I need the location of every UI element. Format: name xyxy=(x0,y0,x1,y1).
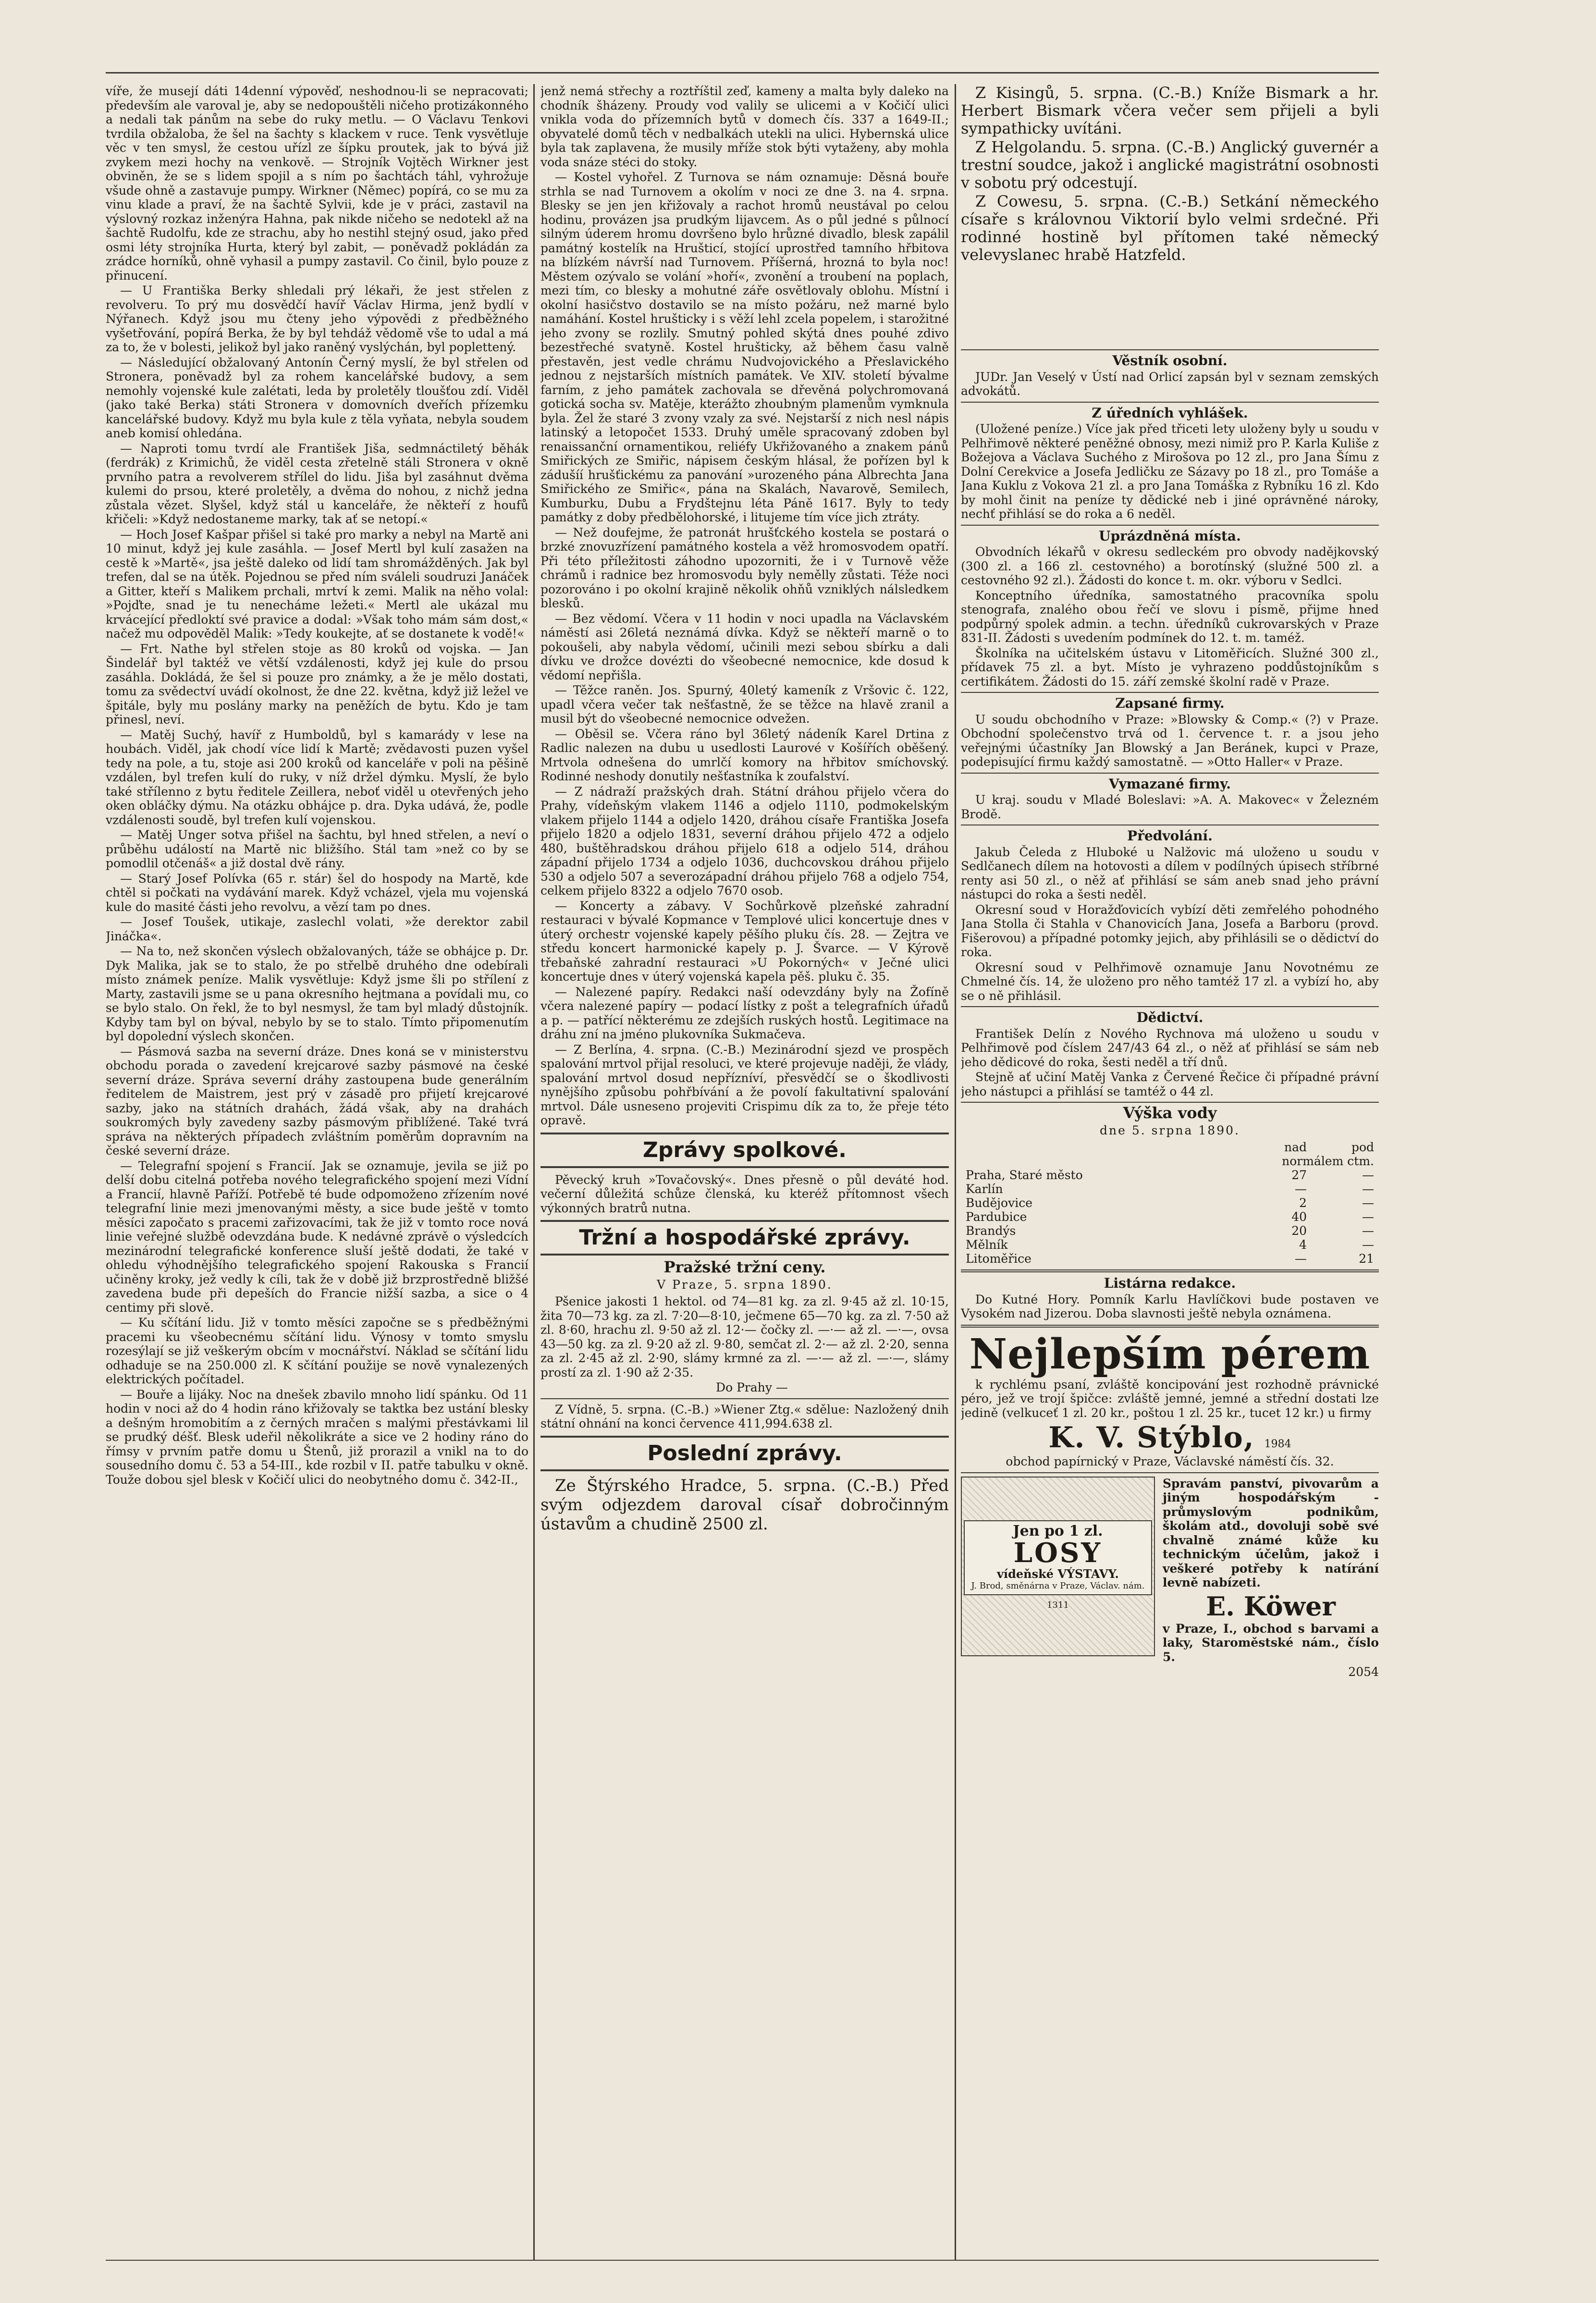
article-paragraph: Do Prahy — xyxy=(716,1380,788,1394)
article-paragraph: — Josef Toušek, utikaje, zaslechl volati, »že derektor zabil Jináčka«. xyxy=(106,915,528,943)
ad-text: k rychlému psaní, zvláště koncipování jest rozhodně právnické péro, jež ve trojí špičce: zvláště jemné, jemné a střední dostati lze jedině (velkuceť 1 zl. 20 kr., poštou 1 zl. 25 kr., tucet 12 kr.) u firmy xyxy=(961,1377,1379,1420)
article-paragraph: — U Františka Berky shledali prý lékaři, že jest střelen z revolveru. To prý mu dosvědčí havíř Václav Hirma, jenž bydlí v Nýřanech. Když jsou mu čteny jeho výpovědi z předběžného vyšetřování, popírá Berka, že by byl tehdáž vědomě vše to udal a má za to, že v bolesti, jelikož byl jako raněný vyslýchán, byl poplettený. xyxy=(106,283,528,354)
article-paragraph: U soudu obchodního v Praze: »Blowsky & Comp.« (?) v Praze. Obchodní společenstvo trvá od 1. července t. r. a jsou jeho veřejnými účastníky Jan Blowský a Jan Beránek, kupci v Praze, podepisující firmu každý samostatně. — »Otto Haller« v Praze. xyxy=(961,712,1379,769)
lottery-number: 1311 xyxy=(1047,1600,1069,1610)
ad-text: Spravám panství, pivovarům a jiným hospodářským - průmyslovým podnikům, školám atd., dovoluji sobě své chvalně známé kůže ku technickým účelům, jakož i veškeré potřeby k natírání levně nabízeti. xyxy=(1163,1476,1379,1589)
column-header: pod xyxy=(1351,1140,1374,1154)
ad-firm: E. Köwer xyxy=(1206,1590,1336,1622)
article-paragraph: — Ku sčítání lidu. Již v tomto měsíci započne se s předběžnými pracemi ku všeobecnému sčítání lidu. Výnosy v tomto smyslu rozesýlají se již veškerým obcím v mocnářství. Náklad se sčítání lidu odhaduje se na 250.000 zl. K sčítání použije se nově vynalezených elektrických počítadel. xyxy=(106,1316,528,1386)
place-name: Brandýs xyxy=(966,1224,1016,1238)
divider xyxy=(961,1102,1379,1103)
level-above: — xyxy=(1295,1252,1307,1266)
article-paragraph: Obvodních lékařů v okresu sedleckém pro obvody nadějkovský (300 zl. a 166 zl. cestovného) a borotínský (služné 500 zl. a cestovného 92 zl.). Žádosti do konce t. m. okr. výboru v Sedlci. xyxy=(961,545,1379,587)
divider xyxy=(961,1006,1379,1007)
column-subheader: normálem ctm. xyxy=(1282,1154,1374,1168)
lottery-box xyxy=(964,1520,1153,1595)
advertisement-lottery-and-kower xyxy=(961,1477,1379,1679)
article-paragraph: U kraj. soudu v Mladé Boleslavi: »A. A. Makovec« v Železném Brodě. xyxy=(961,793,1379,821)
article-paragraph: — Na to, než skončen výslech obžalovaných, táže se obhájce p. Dr. Dyk Malika, jak se to stalo, že po střelbě druhého dne odebírali místo známek peníze. Malik vysvětluje: Když jsme šli po střílení z Marty, zastavili jsme se u pana okresního hejtmana a povídali mu, co se bylo stalo. On řekl, že to byl nesmysl, že tam byl mladý důstojník. Kdyby tam byl on býval, nebylo by se to stalo. Tímto připomenutím byl dopolední výslech skončen. xyxy=(106,944,528,1043)
table-row xyxy=(961,1224,1379,1238)
article-paragraph: — Koncerty a zábavy. V Sochůrkově plzeňské zahradní restauraci v bývalé Kopmance v Templové ulici koncertuje dnes v úterý orchestr vojenské kapely pěšího pluku čís. 28. — Zejtra ve středu koncert harmonické kapely p. J. Švarce. — V Kýrově třebaňské zahradní restauraci »U Pokorných« v Ječné ulici koncertuje dnes v úterý vojenská kapela pěš. pluku č. 35. xyxy=(540,899,949,984)
heading-dedictvi: Dědictví. xyxy=(1136,1010,1203,1025)
column-divider xyxy=(955,84,956,2260)
ad-firm-line xyxy=(961,1421,1379,1454)
article-paragraph: Stejně ať učiní Matěj Vanka z Červené Řečice či případné právní jeho nástupci a přihlásí se tamtéž o 44 zl. xyxy=(961,1070,1379,1098)
table-row xyxy=(961,1210,1379,1224)
column-header: nad xyxy=(1284,1140,1307,1154)
article-paragraph: — Těžce raněn. Jos. Spurný, 40letý kameník z Vršovic č. 122, upadl včera večer tak nešťastně, že se těžce na hlavě zranil a musil být do všeobecné nemocnice odvežen. xyxy=(540,683,949,726)
article-paragraph: Z Vídně, 5. srpna. (C.-B.) »Wiener Ztg.« sdělue: Nazložený dnih státní ohnání na konci července 411,994.638 zl. xyxy=(540,1402,949,1430)
article-paragraph: jenž nemá střechy a roztříštil zeď, kameny a malta byly daleko na chodník šházeny. Proudy vod valily se ulicemi a v Kočičí ulici vnikla voda do přízemních bytů v domech čís. 337 a 1649-II.; obyvatelé domů těch v nedbalkách utekli na ulici. Hybernská ulice byla tak zaplavena, že musily mříže stok býti vytaženy, aby mohla voda snáze stéci do stoky. xyxy=(540,84,949,169)
article-paragraph: — Bouře a lijáky. Noc na dnešek zbavilo mnoho lidí spánku. Od 11 hodin v noci až do 4 hodin ráno křižovaly se taktka bez ustání blesky a dešným hromobitím a z černých mračen s malými přestávkami lil se prudký déšť. Blesk udeřil několikráte a sice ve 2 hodiny ráno do římsy v prvním patře domu u Štenů, již prorazil a vnikl na to do sousedního domu č. 53 a 54-III., kde rozbil v II. patře tabulku v okně. Touže dobou sjel blesk v Kočičí ulici do neobytného domu č. 342-II., xyxy=(106,1387,528,1487)
divider xyxy=(961,773,1379,774)
place-name: Litoměřice xyxy=(966,1252,1031,1266)
divider xyxy=(961,692,1379,693)
article-paragraph: — Naproti tomu tvrdí ale František Jiša, sedmnáctiletý běhák (ferdrák) z Krimichů, že viděl cesta zřetelně stáli Stronera v okně prvního patra a revolverem střílel do lidu. Jiša byl zasáhnut dvěma kulemi do prsou, které proletěly, a dvěma do nohou, z nichž jedna zůstala vězet. Slyšel, když stál u kanceláře, že někteří z houfů křičeli: »Když nedostaneme marky, tak ať se netopí.« xyxy=(106,441,528,526)
heading-mista: Uprázdněná místa. xyxy=(1099,528,1241,544)
dateline: V Praze, 5. srpna 1890. xyxy=(657,1277,833,1292)
article-paragraph: — Matěj Suchý, havíř z Humboldů, byl s kamarády v lese na houbách. Viděl, jak chodí více lidí k Martě; zvědavosti puzen vyšel tedy na pole, a tu, stoje asi 200 kroků od kanceláře v poli na pěšině vzdálen, byl trefen kulí do ruky, v níž držel dýmku. Myslí, že bylo také střílenno z bytu ředitele Zeillera, neboť viděl u otevřených jeho oken obláčky dýmu. Na otázku obhájce p. dra. Dyka udává, že, podle vzdálenosti soudě, byl trefen kulí vojenskou. xyxy=(106,727,528,827)
ad-firm: K. V. Stýblo, xyxy=(1048,1421,1255,1454)
water-level-table xyxy=(961,1140,1379,1266)
divider xyxy=(961,1472,1379,1473)
level-below: — xyxy=(1362,1182,1374,1196)
divider xyxy=(961,1325,1379,1328)
article-paragraph: — Pásmová sazba na severní dráze. Dnes koná se v ministerstvu obchodu porada o zavedení krejcarové sazby pásmové na české severní dráze. Správa severní dráhy zastoupena bude generálním ředitelem de Maistrem, jest prý v zásadě pro přijetí krejcarové sazby, jako na státních drahách, žádá však, aby na drahách soukromých byly zavedeny sazby pásmovým přiblížené. Také tvrá správa na některých případech zvláštním poměrům dopravním na české severní dráze. xyxy=(106,1044,528,1158)
place-name: Mělník xyxy=(966,1238,1008,1252)
article-paragraph: — Z Berlína, 4. srpna. (C.-B.) Mezinárodní sjezd ve prospěch spalování mrtvol přijal resoluci, ve které projevuje naději, že vlády, spalování mrtvol dosud nepřízníví, přesvědčí se o škodlivosti nynějšího způsobu pohřbívání a že povolí fakultativní spalování mrtvol. Dále usneseno projeviti Crispimu dík za to, že přeje této opravě. xyxy=(540,1042,949,1127)
section-heading-posledni: Poslední zprávy. xyxy=(540,1436,949,1471)
divider xyxy=(540,1398,949,1399)
place-name: Pardubice xyxy=(966,1210,1027,1224)
heading-vymazane: Vymazané firmy. xyxy=(1108,776,1231,792)
heading-predvolani: Předvolání. xyxy=(1127,828,1213,844)
article-paragraph: Okresní soud v Pelhřimově oznamuje Janu Novotnému ze Chmelné čís. 14, že uloženo pro něho tamtéž 17 zl. a vybízí ho, aby se o ně přihlásil. xyxy=(961,960,1379,1003)
top-rule xyxy=(106,72,1379,74)
column-3-lower xyxy=(961,346,1379,2260)
level-above: 40 xyxy=(1291,1210,1307,1224)
lottery-seller: J. Brod, směnárna v Praze, Václav. nám. xyxy=(971,1580,1145,1591)
table-row xyxy=(961,1238,1379,1252)
divider xyxy=(961,402,1379,403)
level-below: — xyxy=(1362,1196,1374,1210)
column-divider xyxy=(533,84,535,2260)
subheading-ceny: Pražské tržní ceny. xyxy=(663,1258,826,1276)
level-above: — xyxy=(1295,1182,1307,1196)
article-paragraph: — Oběsil se. Včera ráno byl 36letý nádeník Karel Drtina z Radlic nalezen na dubu u usedlosti Laurové v Košířích oběšený. Mrtvola odnešena do umrlčí komory na hřbitov smíchovský. Rodinné neshody donutily nešťastníka k zoufalství. xyxy=(540,727,949,783)
level-below: — xyxy=(1362,1210,1374,1224)
place-name: Praha, Staré město xyxy=(966,1168,1083,1182)
article-paragraph: — Frt. Nathe byl střelen stoje as 80 kroků od vojska. — Jan Šindelář byl taktéž ve větší vzdálenosti, když jej kule do prsou zasáhla. Dokládá, že šel si pouze pro známky, a že je mělo dostati, tomu za svědectví uvádí okolnost, že dne 22. května, když již ležel ve špitále, byly mu poslány marky na peněžích de bytu. Kdo je tam přinesl, neví. xyxy=(106,641,528,727)
article-paragraph: — Starý Josef Polívka (65 r. stár) šel do hospody na Martě, kde chtěl si počkati na vydávání marek. Když vcházel, vjela mu vojenská kule do masité části jeho revolvu, a vězí tam po dnes. xyxy=(106,871,528,914)
table-row xyxy=(961,1182,1379,1196)
article-paragraph: Jakub Čeleda z Hluboké u Nalžovic má uloženo u soudu v Sedlčanech dílem na hotovosti a dílem v podílných úpisech stříbrné renty asi 50 zl., o něž ať přihlásí se sám aneb snad jeho právní nástupci do roka a šesti neděl. xyxy=(961,845,1379,901)
section-heading-spolkove: Zprávy spolkové. xyxy=(540,1133,949,1168)
heading-urad: Z úředních vyhlášek. xyxy=(1092,405,1248,421)
level-above: 2 xyxy=(1299,1196,1307,1210)
column-2 xyxy=(540,84,949,2260)
place-name: Karlín xyxy=(966,1182,1003,1196)
article-paragraph: Z Helgolandu. 5. srpna. (C.-B.) Anglický guvernér a trestní soudce, jakož i anglické magistrátní osobnosti v sobotu prý odcestují. xyxy=(961,138,1379,192)
article-paragraph: JUDr. Jan Veselý v Ústí nad Orlicí zapsán byl v seznam zemských advokátů. xyxy=(961,369,1379,398)
table-subheader-row xyxy=(961,1154,1379,1168)
article-paragraph: Pěvecký kruh »Tovačovský«. Dnes přesně o půl deváté hod. večerní důležitá schůze členská, ku kteréž přítomnost všech výkonných bratrů nutna. xyxy=(540,1172,949,1215)
article-paragraph: — Následující obžalovaný Antonín Černý myslí, že byl střelen od Stronera, poněvadž byl za rohem kancelářské budovy, a sem nemohly vojenské kule zalétati, leda by proletěly tloušťou zdí. Viděl (jako také Berka) státi Stronera v domovních dveřích přízemku kancelářské budovy. Když mu byla kule z těla vyňata, nebyla soudem aneb komisí ohledána. xyxy=(106,355,528,440)
article-paragraph: — Telegrafní spojení s Francií. Jak se oznamuje, jevila se již po delší dobu citelná potřeba nového telegrafického spojení mezi Vídní a Francií, hlavně Paříží. Potřebě té bude odpomoženo zřízením nové telegrafní linie mezi jmenovanými městy, a sice bude ještě v tomto měsíci započato s pracemi zařizovacími, tak že již v tomto roce nová linie veřejné službě odevzdána bude. K nedávné zprávě o výsledcích mezinárodní telegrafické konference sluší ještě dodati, že také v ohledu výhodnějšího telegrafického spojení Rakouska s Francií učiněny kroky, jež vedly k cíli, tak že v době již brzprostředně bližšé zavedena bude při depeších do Francie nižší sazba, a sice o 4 centimy při slově. xyxy=(106,1158,528,1315)
advertisement-styblo xyxy=(961,1331,1379,1469)
divider xyxy=(961,349,1379,350)
article-paragraph: — Z nádraží pražských drah. Státní dráhou přijelo včera do Prahy, vídeňským vlakem 1146 a odjelo 1110, podmokelským vlakem přijelo 1144 a odjelo 1420, dráhou císaře Františka Josefa přijelo 1820 a odjelo 1831, severní dráhou přijelo 472 a odjelo 480, buštěhradskou dráhou přijelo 618 a odjelo 514, dráhou západní přijelo 1734 a odjelo 1036, duchcovskou dráhou přijelo 530 a odjelo 507 a severozápadní dráhou přijelo 768 a odjelo 754, celkem přijelo 8322 a odjelo 7670 osob. xyxy=(540,784,949,898)
level-above: 4 xyxy=(1299,1238,1307,1252)
lottery-ad xyxy=(961,1477,1155,1656)
level-above: 27 xyxy=(1291,1168,1307,1182)
article-paragraph: Z Cowesu, 5. srpna. (C.-B.) Setkání německého císaře s královnou Viktorií bylo velmi srdečné. Při rodinné hostině byl přítomen také německý velevyslanec hrabě Hatzfeld. xyxy=(961,192,1379,264)
level-above: 20 xyxy=(1291,1224,1307,1238)
article-paragraph: — Bez vědomí. Včera v 11 hodin v noci upadla na Václavském náměstí asi 26letá neznámá dívka. Když se někteří marně o to pokoušeli, aby nabyla vědomí, učinili mezi sebou sbírku a dali dívku ve drožce dovézti do všeobecné nemocnice, kde dosud k vědomí nepřišla. xyxy=(540,611,949,682)
divider xyxy=(961,525,1379,526)
column-1 xyxy=(106,84,528,2260)
article-paragraph: František Delín z Nového Rychnova má uloženo u soudu v Pelhřimově pod číslem 247/43 64 zl., o něž ať přihlásí se sám neb jeho dědicové do roka, šesti neděl a tří dnů. xyxy=(961,1026,1379,1069)
article-paragraph: Školníka na učitelském ústavu v Litoměřicích. Služné 300 zl., přídavek 75 zl. a byt. Místo je vyhrazeno poddůstojníkům s certifikátem. Žádosti do 15. září zemské školní radě v Praze. xyxy=(961,646,1379,689)
place-name: Budějovice xyxy=(966,1196,1032,1210)
ad-number: 2054 xyxy=(1348,1665,1379,1679)
article-paragraph: Okresní soud v Horažďovicích vybízí děti zemřelého pohodného Jana Stolla či Stahla v Chanovicích Jana, Josefa a Barboru (provd. Fišerovou) a případné potomky jejich, aby přihlásili se o dědictví do roka. xyxy=(961,902,1379,959)
heading-zapsane: Zapsané firmy. xyxy=(1115,695,1225,711)
table-row xyxy=(961,1168,1379,1182)
lottery-title: LOSY xyxy=(1013,1537,1103,1569)
article-paragraph: — Než doufejme, že patronát hrušťckého kostela se postará o brzké znovuzřízení památného kostela a věž hromosvodem opatří. Při této příležitosti záhodno upozorniti, že i v Turnově věže chrámů i radnice bez hromosvodu byly nemělly zůstati. Téže noci pozorováno i po okolní krajině několik ohňů vzniklých nálsledkem blesků. xyxy=(540,525,949,610)
article-paragraph: — Kostel vyhořel. Z Turnova se nám oznamuje: Děsná bouře strhla se nad Turnovem a okolím v noci ze dne 3. na 4. srpna. Blesky se jen jen křižovaly a rachot hromů neustával po celou hodinu, provázen jsa prudkým lijavcem. As o půl jedné s půlnocí silným úderem hromu dovršeno bylo hrůzné divadlo, blesk zapálil památný kostelík na Hrušticí, stojící uprostřed tamního hřbitova na blízkém návrší nad Turnovem. Příšerná, hrozná to byla noc! Městem ozývalo se volání »hoří«, zvonění a troubení na poplach, mezi tím, co blesky a mohutné záře osvětlovaly oblohu. Místní i okolní hasičstvo dostavilo se na místo požáru, než marné bylo namáhání. Kostel hrušticky i s věží lehl zcela popelem, i starožitné jeho zvony se rozlily. Smutný pohled skýtá dnes pouhé zdivo bezestřeché svatyně. Kostel hrušticky, až během času valně přestavěn, jest vedle chrámu Nudvojovického a Přeslavického jednou z nejstarších místních památek. Ve XIV. století bývalme farním, z jeho památek zachovala se dřevěná polychromovaná gotická socha sv. Matěje, kterážto zhoubným plamenům vymknula byla. Žel že staré 3 zvony vzaly za své. Nejstarší z nich nesl nápis latinský a letopočet 1533. Druhý uměle spracovaný zdoben byl renaissanční ornamentikou, reliéfy Ukřižovaného a znakem pánů Smiřických ze Smiřic, nápisem českým hlásal, že pořízen byl k zádušíí hrušťickému za panování »urozeného pána Albrechta Jana Smiřického ze Smiřic«, pána na Skalách, Navarově, Semilech, Kumburku, Dubu a Frydštejnu léta Páně 1617. Byly to tedy památky z doby předbělohorské, i litujeme tím více jich ztráty. xyxy=(540,170,949,524)
article-paragraph: — Matěj Unger sotva přišel na šachtu, byl hned střelen, a neví o průběhu událostí na Martě nic bližšího. Stál tam »než co by se pomodlil otčenáš« a již dostal dvě rány. xyxy=(106,828,528,870)
heading-vestnik: Věstník osobní. xyxy=(1112,353,1228,369)
lottery-subtitle: vídeňské VÝSTAVY. xyxy=(997,1566,1119,1581)
article-paragraph: Pšenice jakosti 1 hektol. od 74—81 kg. za zl. 9·45 až zl. 10·15, žita 70—73 kg. za zl. 7·20—8·10, ječmene 65—70 kg. za zl. 7·50 až zl. 8·60, hrachu zl. 9·50 až zl. 12·— čočky zl. —·— až zl. —·—, ovsa 43—50 kg. za zl. 9·20 až zl. 9·80, semčat zl. 2·— až zl. 2·20, senna za zl. 2·45 až zl. 2·90, slámy krmné za zl. —·— až zl. —·—, slámy prostí za zl. 1·90 až 2·35. xyxy=(540,1294,949,1379)
level-below: — xyxy=(1362,1168,1374,1182)
article-paragraph: Do Kutné Hory. Pomník Karlu Havlíčkovi bude postaven ve Vysokém nad Jizerou. Doba slavnosti ještě nebyla oznámena. xyxy=(961,1292,1379,1320)
article-paragraph: Konceptního úředníka, samostatného pracovníka spolu stenografa, znalého obou řečí ve slovu i písmě, přijme hned podpůrný spolek admin. a techn. úředníků cukrovarských v Praze 831-II. Žádosti s uvedením podmínek do 12. t. m. taméž. xyxy=(961,588,1379,645)
level-below: — xyxy=(1362,1238,1374,1252)
ad-number: 1984 xyxy=(1264,1438,1291,1450)
ad-address: obchod papírnický v Praze, Václavské náměstí čís. 32. xyxy=(1006,1454,1334,1468)
section-heading-trzni: Tržní a hospodářské zprávy. xyxy=(540,1220,949,1256)
ad-title: Nejlepším pérem xyxy=(969,1330,1371,1379)
bottom-rule xyxy=(106,2260,1379,2261)
article-paragraph: víře, že musejí dáti 14denní výpověď, neshodnou-li se nepracovati; především ale varoval je, aby se nedopouštěli ničeho protizákonného a nedali tak pánům na sebe do ruky metlu. — O Václavu Tenkovi tvrdila obžaloba, že šel na šachty s klackem v ruce. Tenk vysvětluje věc v ten smysl, že cestou uřízl ze šípku proutek, jak to bývá již zvykem mezi hochy na venkově. — Strojník Vojtěch Wirkner jest obviněn, že se s lidem spojil a s ním po šachtách táhl, vyhrožuje všude ohně a zastavuje pumpy. Wirkner (Němec) popírá, co se mu za vinu klade a praví, že na šachtě Sylvii, kde je v práci, zastavil na výslovný rozkaz inženýra Hahna, pak nikde ničeho se nedotekl až na šachtě Rudolfu, kde ze strachu, aby ho nestihl stejný osud, jako před osmi léty strojníka Hurta, který byl zabit, — poněvadž pokládán za zrádce horníků, ohně vyhasil a pumpy zastavil. Co činil, bylo pouze z přinucení. xyxy=(106,84,528,283)
level-below: 21 xyxy=(1359,1252,1374,1266)
dateline: dne 5. srpna 1890. xyxy=(1100,1123,1240,1137)
level-below: — xyxy=(1362,1224,1374,1238)
ad-address: v Praze, I., obchod s barvami a laky, Staroměstské nám., číslo 5. xyxy=(1163,1621,1379,1664)
article-paragraph: — Hoch Josef Kašpar přišel si také pro marky a nebyl na Martě ani 10 minut, když jej kule zasáhla. — Josef Mertl byl kulí zasažen na cestě k »Martě«, jsa ještě daleko od lidí tam shromážděných. Jak byl trefen, dal se na útěk. Pojednou se před ním sváleli soudruzi Janáček a Gitter, kteří s Malikem prchali, mrtví k zemi. Malik na něho volal: »Pojďte, snad je tu nenecháme ležeti.« Mertl ale ukázal mu krvácející předloktí své pravice a dodal: »Však toho mám sám dost,« načež mu odpověděl Malik: »Tedy koukejte, ať se dostanete k vodě!« xyxy=(106,527,528,640)
table-row xyxy=(961,1196,1379,1210)
article-paragraph: Ze Štýrského Hradce, 5. srpna. (C.-B.) Před svým odjezdem daroval císař dobročinným ústavům a chudině 2500 zl. xyxy=(540,1476,949,1534)
article-paragraph: — Nalezené papíry. Redakci naší odevzdány byly na Žofíně včera nalezené papíry — podací lístky z pošt a telegrafních úřadů a p. — patřící některému ze zdejších ruských hostů. Legitimace na dráhu zní na jméno plukovníka Sukmačeva. xyxy=(540,985,949,1041)
heading-vyska-vody: Výška vody xyxy=(1123,1104,1217,1122)
article-paragraph: (Uložené peníze.) Více jak před třiceti lety uloženy byly u soudu v Pelhřimově některé peněžné obnosy, mezi nimiž pro P. Karla Kuliše z Božejova a Václava Suchého z Mirošova po 12 zl., pro Jana Šímu z Dolní Cerekvice a Josefa Jedličku ze Sázavy po 18 zl., pro Tomáše a Jana Kuklu z Vokova 21 zl. a pro Jana Tomáška z Rybníku 16 zl. Kdo by mohl činit na peníze ty dědické neb i jiné oprávněné nároky, nechť přihlásí se do roka a 6 neděl. xyxy=(961,422,1379,521)
table-header-row xyxy=(961,1140,1379,1154)
heading-listarna: Listárna redakce. xyxy=(1104,1275,1236,1291)
table-row xyxy=(961,1252,1379,1266)
article-paragraph: Z Kisingů, 5. srpna. (C.-B.) Kníže Bismark a hr. Herbert Bismark včera večer sem přijeli a byli sympathicky uvítáni. xyxy=(961,84,1379,137)
divider xyxy=(961,1269,1379,1272)
lottery-price: Jen po 1 zl. xyxy=(1013,1523,1103,1539)
